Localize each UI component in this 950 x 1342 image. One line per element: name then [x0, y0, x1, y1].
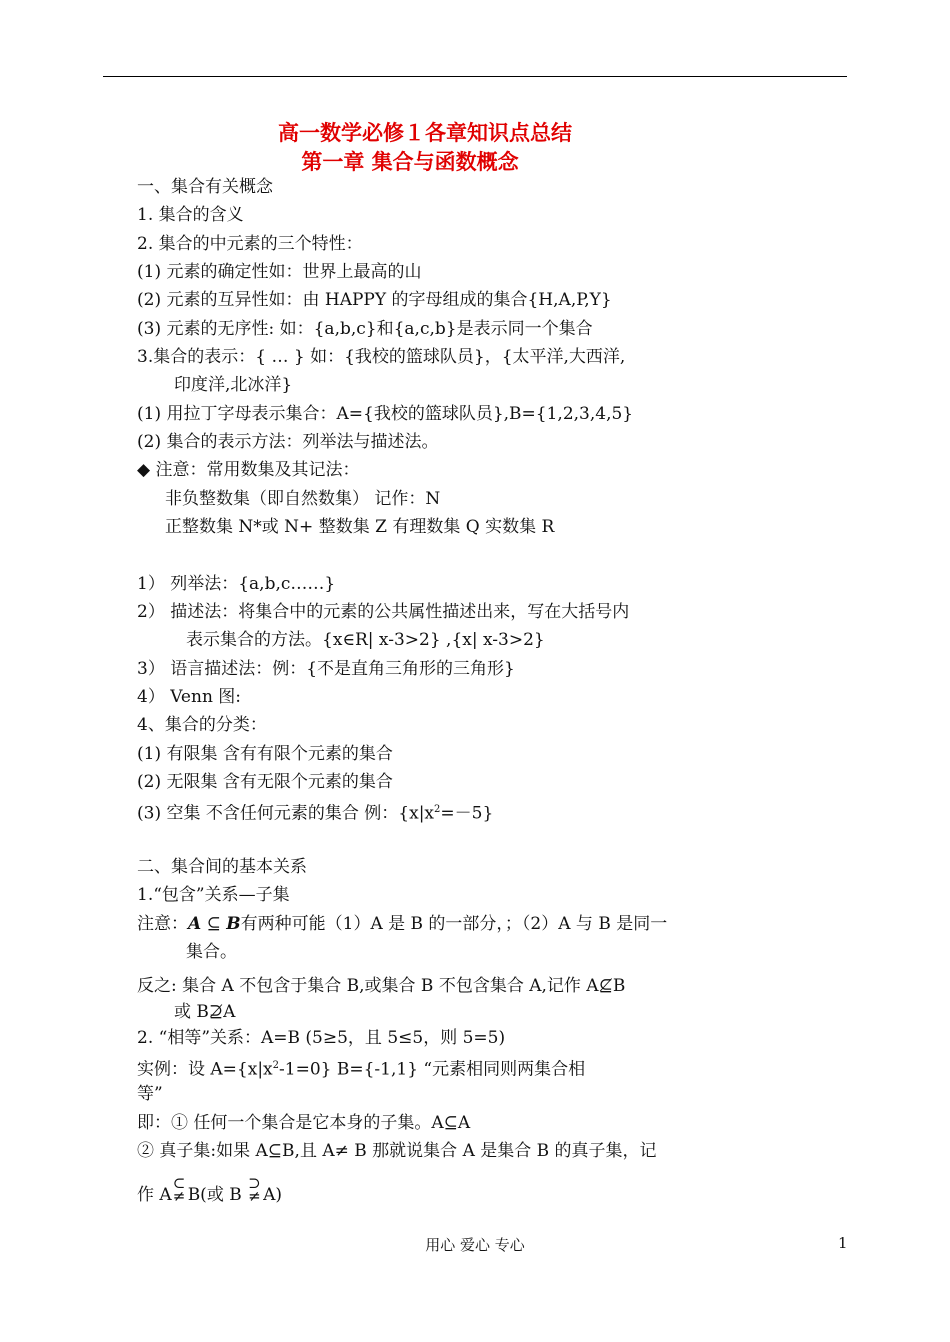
text-line: 非负整数集（即自然数集） 记作：N — [165, 489, 441, 509]
not-superset-symbol: ⊉ — [208, 1002, 224, 1022]
page-footer: 用心 爱心 专心 — [425, 1236, 525, 1254]
header-rule — [103, 76, 847, 77]
text-line: (1) 用拉丁字母表示集合：A={我校的篮球队员},B={1,2,3,4,5} — [137, 404, 634, 424]
section-heading: 二、集合间的基本关系 — [137, 857, 307, 877]
chapter-title: 第一章 集合与函数概念 — [301, 149, 519, 174]
proper-subset-symbol: ⊂ ≠ — [172, 1174, 186, 1205]
text-line: 2） 描述法：将集合中的元素的公共属性描述出来，写在大括号内 — [137, 602, 630, 622]
text-line: 4、集合的分类： — [137, 715, 267, 735]
text-line: 注意：A ⊆ B有两种可能（1）A 是 B 的一部分，；（2）A 与 B 是同一 — [137, 914, 668, 934]
text-line: 正整数集 N*或 N+ 整数集 Z 有理数集 Q 实数集 R — [165, 517, 555, 537]
text-line: ② 真子集:如果 A⊆B,且 A≠ B 那就说集合 A 是集合 B 的真子集，记 — [137, 1141, 657, 1161]
text-line: 2. 集合的中元素的三个特性： — [137, 234, 363, 254]
text-line: 或 B⊉A — [174, 1002, 236, 1022]
text-line: 即：① 任何一个集合是它本身的子集。A⊆A — [137, 1113, 471, 1133]
text-line: 1） 列举法：{a,b,c……} — [137, 574, 336, 594]
doc-title: 高一数学必修１各章知识点总结 — [278, 120, 572, 145]
text-line: 3.集合的表示：{ … } 如：{我校的篮球队员}，{太平洋,大西洋, — [137, 347, 626, 367]
not-subset-symbol: ⊈ — [598, 976, 613, 996]
proper-superset-symbol: ⊃ ≠ — [248, 1174, 261, 1205]
text-line: (2) 集合的表示方法：列举法与描述法。 — [137, 432, 439, 452]
text-line: (2) 无限集 含有无限个元素的集合 — [137, 772, 393, 792]
text-line: (1) 元素的确定性如：世界上最高的山 — [137, 262, 422, 282]
text-line: 3） 语言描述法：例：{不是直角三角形的三角形} — [137, 659, 515, 679]
text-line: 表示集合的方法。{x∈R| x-3>2} ,{x| x-3>2} — [186, 630, 545, 650]
section-heading: 一、集合有关概念 — [137, 177, 273, 197]
text-line: 2. “相等”关系：A=B (5≥5，且 5≤5，则 5=5) — [137, 1028, 506, 1048]
text-line: 实例：设 $A=\{x|x^2-1=0\}$ B={-1,1} “元素相同则两集合相 — [137, 1059, 586, 1080]
text-line: 集合。 — [186, 942, 237, 962]
text-line: 反之: 集合 A 不包含于集合 B,或集合 B 不包含集合 A,记作 A⊈B — [137, 976, 626, 996]
text-line: 1.“包含”关系—子集 — [137, 885, 290, 905]
text-line: (2) 元素的互异性如：由 HAPPY 的字母组成的集合{H,A,P,Y} — [137, 290, 612, 310]
page-number: 1 — [838, 1234, 848, 1252]
text-line: (3) 元素的无序性: 如：{a,b,c}和{a,c,b}是表示同一个集合 — [137, 319, 593, 339]
text-line: 1. 集合的含义 — [137, 205, 244, 225]
text-line: (3) 空集 不含任何元素的集合 例：$\{x|x^2=-5\}$ — [137, 803, 494, 824]
text-line: (1) 有限集 含有有限个元素的集合 — [137, 744, 393, 764]
text-line: ◆ 注意：常用数集及其记法： — [137, 460, 360, 480]
text-line: 作 A ⊂ ≠ B(或 B ⊃ ≠ A) — [137, 1174, 283, 1205]
text-line: 印度洋,北冰洋} — [174, 375, 293, 395]
text-line: 4） Venn 图: — [137, 687, 242, 707]
text-line: 等” — [137, 1084, 163, 1104]
